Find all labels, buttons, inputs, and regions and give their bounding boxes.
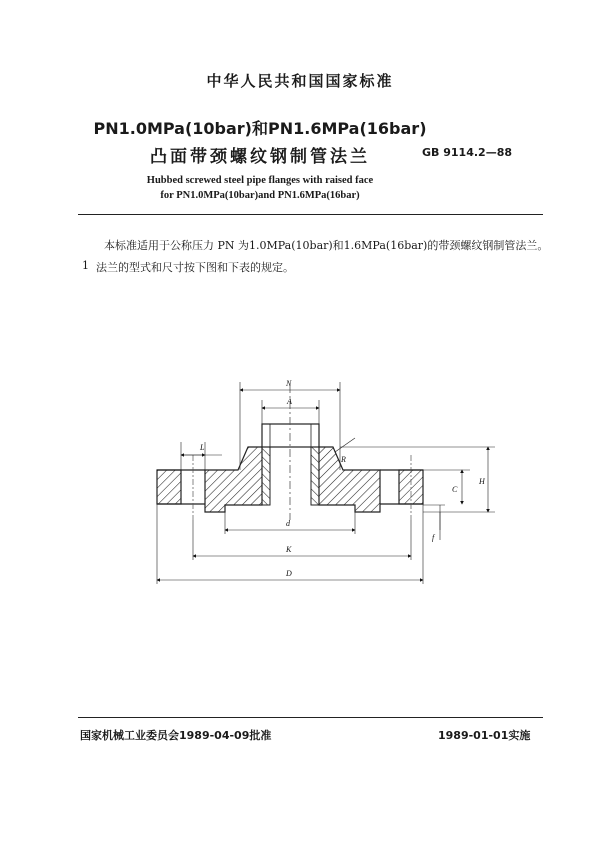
clause-number: 1 [82,259,89,272]
scope-paragraph: 本标准适用于公称压力 PN 为1.0MPa(10bar)和1.6MPa(16bar)的带颈螺纹钢制管法兰。 [104,239,549,252]
dim-label-H: H [479,477,485,486]
implementation-date: 1989-01-01实施 [438,729,531,742]
dim-label-L: L [200,443,205,452]
left-hub-section [205,447,262,512]
hub-neck [262,424,319,447]
title-english-line1: Hubbed screwed steel pipe flanges with raised face [146,175,374,186]
dim-label-C: C [452,485,458,494]
title-pressure-ratings: PN1.0MPa(10bar)和PN1.6MPa(16bar) [93,119,427,138]
dim-label-D: D [286,569,292,578]
title-english-line2: for PN1.0MPa(10bar)and PN1.6MPa(16bar) [160,190,360,201]
standard-code: GB 9114.2—88 [422,146,512,159]
clause-text: 法兰的型式和尺寸按下图和下表的规定。 [96,261,294,274]
approval-line: 国家机械工业委员会1989-04-09批准 [80,729,272,742]
dim-label-A: A [287,397,292,406]
dim-label-d: d [286,519,290,528]
footer-divider [78,717,543,718]
dim-label-R: R [341,455,346,464]
left-thread-section [262,447,270,505]
dim-label-N: N [286,379,292,388]
right-hub-section [319,447,380,512]
issuing-body: 中华人民共和国国家标准 [206,72,394,90]
right-thread-section [311,447,319,505]
title-chinese: 凸面带颈螺纹钢制管法兰 [150,147,370,167]
left-bolt-section [157,470,181,504]
dim-label-f: f [432,533,435,542]
dim-label-K: K [286,545,292,554]
